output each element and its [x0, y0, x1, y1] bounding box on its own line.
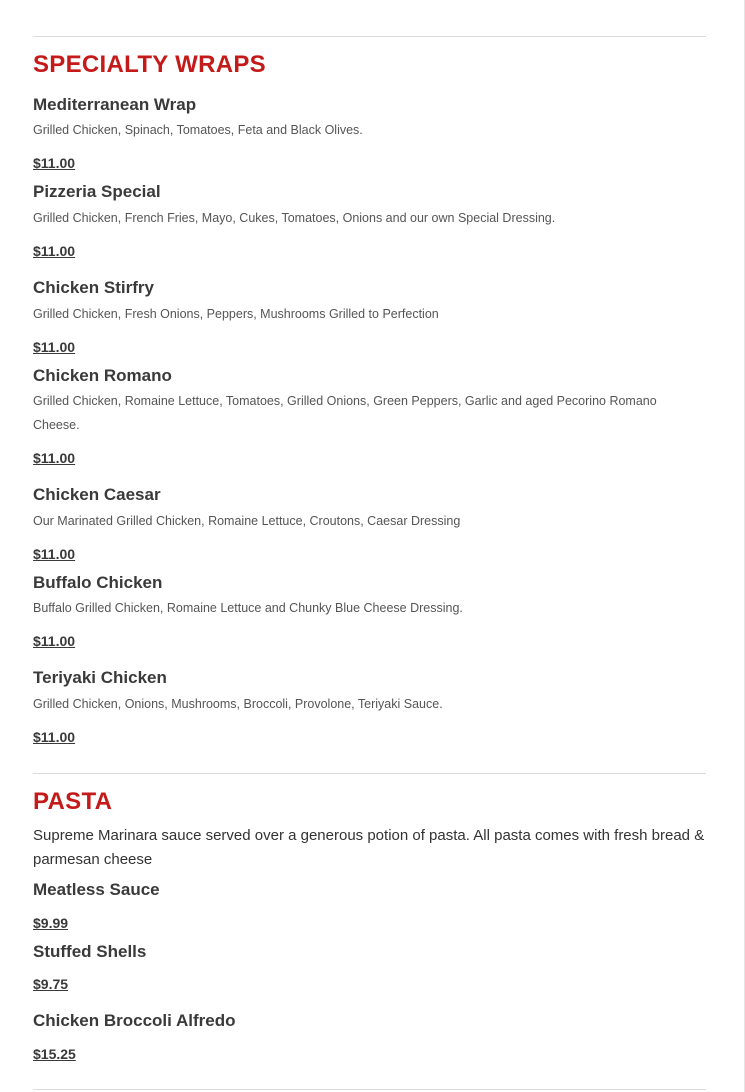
menu-item-price[interactable]: $15.25: [33, 1046, 76, 1062]
section-divider: [33, 773, 706, 774]
menu-item-description: Buffalo Grilled Chicken, Romaine Lettuce and Chunky Blue Cheese Dressing.: [33, 601, 463, 615]
section-intro-pasta: Supreme Marinara sauce served over a generous potion of pasta. All pasta comes with fresh bread & parmesan cheese: [33, 827, 705, 868]
menu-item-name: Pizzeria Special: [33, 182, 161, 201]
menu-item-name: Teriyaki Chicken: [33, 668, 167, 687]
section-title-pasta: PASTA: [33, 788, 113, 815]
menu-item-description: Grilled Chicken, Spinach, Tomatoes, Feta and Black Olives.: [33, 123, 363, 137]
menu-item-price[interactable]: $9.99: [33, 915, 69, 931]
section-divider: [33, 1089, 706, 1090]
menu-item-description: Grilled Chicken, Fresh Onions, Peppers, Mushrooms Grilled to Perfection: [33, 307, 439, 321]
menu-item-price[interactable]: $11.00: [33, 339, 76, 355]
menu-item-name: Chicken Romano: [33, 366, 172, 385]
menu-item-name: Chicken Broccoli Alfredo: [33, 1011, 236, 1030]
menu-item-name: Chicken Stirfry: [33, 278, 154, 297]
menu-item-description: Our Marinated Grilled Chicken, Romaine Lettuce, Croutons, Caesar Dressing: [33, 514, 461, 528]
menu-item-price[interactable]: $11.00: [33, 450, 76, 466]
menu-item-price[interactable]: $11.00: [33, 243, 76, 259]
menu-item-name: Stuffed Shells: [33, 942, 147, 961]
menu-item-name: Meatless Sauce: [33, 880, 160, 899]
section-title-wraps: SPECIALTY WRAPS: [33, 51, 266, 78]
menu-item-price[interactable]: $11.00: [33, 546, 76, 562]
menu-item-description: Grilled Chicken, French Fries, Mayo, Cukes, Tomatoes, Onions and our own Special Dressing.: [33, 211, 556, 225]
menu-item-price[interactable]: $11.00: [33, 729, 76, 745]
menu-item-name: Mediterranean Wrap: [33, 95, 197, 114]
menu-item-price[interactable]: $11.00: [33, 633, 76, 649]
menu-item-price[interactable]: $11.00: [33, 155, 76, 171]
menu-item-price[interactable]: $9.75: [33, 976, 69, 992]
menu-item-description: Grilled Chicken, Onions, Mushrooms, Broccoli, Provolone, Teriyaki Sauce.: [33, 697, 443, 711]
menu-item-name: Buffalo Chicken: [33, 573, 163, 592]
menu-item-description: Grilled Chicken, Romaine Lettuce, Tomatoes, Grilled Onions, Green Peppers, Garlic and aged Pecorino Romano Cheese.: [33, 394, 657, 432]
section-divider: [33, 36, 706, 37]
menu-item-name: Chicken Caesar: [33, 485, 161, 504]
